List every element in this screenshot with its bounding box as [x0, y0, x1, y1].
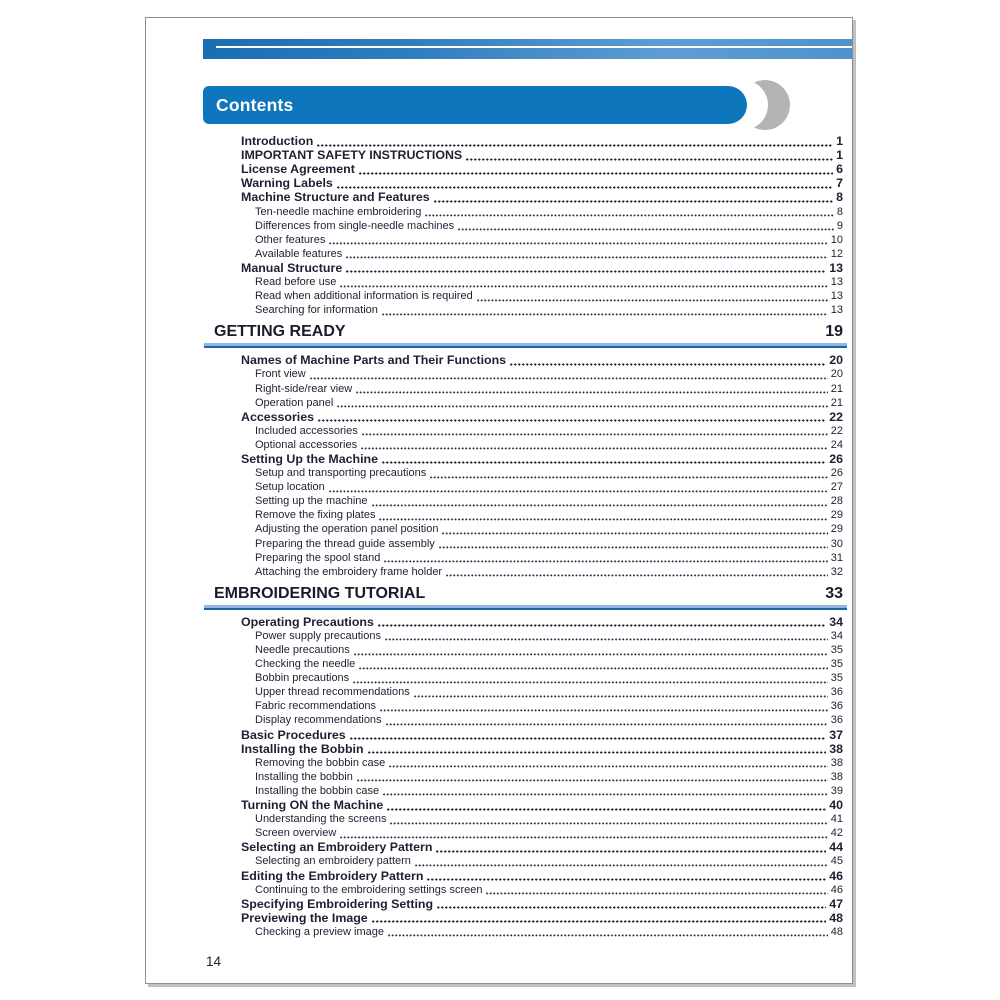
toc-entry-label: Accessories — [241, 409, 315, 424]
toc-entry-label: Included accessories — [255, 424, 358, 437]
toc-entry-page: 42 — [830, 827, 843, 840]
dot-leader — [382, 461, 826, 464]
toc-entry-page: 36 — [830, 700, 843, 713]
dot-leader — [434, 200, 833, 203]
toc-entry — [241, 685, 843, 699]
toc-entry-page: 44 — [829, 840, 843, 855]
toc-entry-label: Read when additional information is required — [255, 290, 473, 303]
toc-entry-page: 34 — [829, 614, 843, 629]
dot-leader — [442, 532, 827, 535]
toc-entry-page: 38 — [829, 741, 843, 756]
dot-leader — [356, 391, 828, 394]
section-divider-rule — [204, 343, 847, 348]
toc-entry-label: Right-side/rear view — [255, 382, 353, 395]
toc-entry-label: Needle precautions — [255, 644, 350, 656]
toc-entry-page: 20 — [829, 353, 843, 368]
toc-entry-label: IMPORTANT SAFETY INSTRUCTIONS — [241, 148, 463, 163]
toc-entry-page: 34 — [830, 629, 843, 642]
toc-entry-label: Installing the bobbin case — [255, 784, 380, 797]
dot-leader — [387, 808, 826, 811]
dot-leader — [425, 214, 834, 217]
toc-entry-label: Attaching the embroidery frame holder — [255, 565, 443, 578]
dot-leader — [362, 433, 828, 436]
dot-leader — [379, 518, 827, 521]
dot-leader — [446, 574, 828, 577]
dot-leader — [353, 681, 828, 684]
toc-entry-label: Names of Machine Parts and Their Functions — [241, 353, 507, 368]
toc-entry — [241, 134, 843, 148]
toc-entry-label: Editing the Embroidery Pattern — [241, 868, 424, 883]
dot-leader — [372, 920, 827, 923]
toc-entry-page: 26 — [830, 467, 843, 480]
toc-entry-label: Basic Procedures — [241, 727, 346, 742]
toc-entry — [241, 219, 843, 233]
toc-entry — [241, 536, 843, 550]
toc-entry-label: Setup and transporting precautions — [255, 467, 427, 480]
toc-entry-page: 35 — [830, 644, 843, 656]
toc-entry-label: Available features — [255, 247, 343, 260]
toc-entry-page: 40 — [829, 798, 843, 813]
toc-entry-page: 45 — [830, 855, 843, 868]
toc-entry — [241, 233, 843, 247]
toc-entry-label: Preparing the spool stand — [255, 551, 381, 564]
toc-entry — [241, 897, 843, 911]
toc-entry-page: 27 — [830, 481, 843, 494]
toc-entry-label: Screen overview — [255, 827, 337, 840]
page-top-accent-bar — [203, 39, 852, 59]
toc-entry — [241, 494, 843, 508]
dot-leader — [386, 723, 828, 726]
toc-entry-page: 30 — [830, 537, 843, 550]
toc-section-label: EMBROIDERING TUTORIAL — [214, 584, 426, 602]
toc-entry — [241, 176, 843, 190]
toc-entry-label: Operation panel — [255, 396, 334, 409]
dot-leader — [436, 850, 826, 853]
toc-entry — [241, 854, 843, 868]
toc-entry-page: 35 — [830, 672, 843, 685]
toc-entry — [241, 615, 843, 629]
toc-entry — [241, 410, 843, 424]
toc-entry-label: Operating Precautions — [241, 614, 374, 629]
toc-entry-page: 31 — [830, 551, 843, 564]
toc-entry-page: 38 — [830, 756, 843, 769]
toc-entry — [241, 480, 843, 494]
toc-entry-page: 6 — [836, 162, 843, 177]
toc-entry-label: Specifying Embroidering Setting — [241, 896, 434, 911]
toc-entry-label: Selecting an Embroidery Pattern — [241, 840, 433, 855]
toc-entry-label: Installing the Bobbin — [241, 741, 364, 756]
toc-entry-label: Continuing to the embroidering settings screen — [255, 883, 483, 896]
toc-entry-label: Differences from single-needle machines — [255, 219, 455, 232]
toc-entry — [241, 629, 843, 643]
toc-entry-label: Manual Structure — [241, 260, 343, 275]
toc-entry-page: 13 — [830, 304, 843, 317]
toc-entry-label: Warning Labels — [241, 176, 333, 191]
dot-leader — [359, 172, 833, 175]
contents-banner — [203, 86, 747, 124]
dot-leader — [337, 186, 833, 189]
toc-entry-label: Other features — [255, 233, 326, 246]
toc-entry — [241, 565, 843, 579]
toc-entry — [241, 756, 843, 770]
toc-entry-page: 8 — [836, 205, 843, 218]
toc-entry-page: 36 — [830, 714, 843, 727]
toc-entry-page: 32 — [830, 565, 843, 578]
toc-entry — [241, 367, 843, 381]
toc-entry — [241, 812, 843, 826]
toc-entry-page: 28 — [830, 495, 843, 508]
toc-entry — [241, 247, 843, 261]
toc-entry-page: 24 — [830, 438, 843, 451]
toc-entry-label: Checking a preview image — [255, 925, 385, 938]
dot-leader — [427, 878, 826, 881]
toc-list — [214, 134, 843, 939]
toc-entry — [241, 261, 843, 275]
toc-entry-page: 21 — [830, 396, 843, 409]
toc-entry-page: 39 — [830, 784, 843, 797]
dot-leader — [317, 144, 833, 147]
toc-entry-page: 9 — [836, 219, 843, 232]
toc-entry-page: 37 — [829, 727, 843, 742]
toc-entry — [241, 671, 843, 685]
toc-entry-label: Introduction — [241, 134, 314, 149]
dot-leader — [430, 476, 828, 479]
toc-entry-page: 13 — [829, 260, 843, 275]
dot-leader — [329, 242, 827, 245]
toc-entry — [241, 911, 843, 925]
toc-entry — [241, 353, 843, 367]
toc-entry — [241, 643, 843, 657]
toc-entry-label: Previewing the Image — [241, 910, 368, 925]
dot-leader — [337, 405, 827, 408]
toc-entry — [241, 396, 843, 410]
toc-entry — [241, 784, 843, 798]
toc-entry-page: 38 — [830, 770, 843, 783]
toc-entry — [241, 925, 843, 939]
toc-entry-label: Front view — [255, 368, 306, 381]
dot-leader — [382, 313, 828, 316]
toc-entry-label: Searching for information — [255, 304, 378, 317]
toc-entry-label: Display recommendations — [255, 714, 382, 727]
dot-leader — [372, 504, 828, 507]
toc-entry — [241, 713, 843, 727]
dot-leader — [388, 934, 828, 937]
toc-entry — [241, 466, 843, 480]
toc-entry-page: 35 — [830, 658, 843, 671]
top-bar-white-line — [216, 46, 852, 48]
dot-leader — [340, 285, 827, 288]
toc-entry — [241, 868, 843, 882]
toc-entry — [241, 840, 843, 854]
page-number: 14 — [206, 954, 222, 969]
dot-leader — [439, 546, 828, 549]
toc-entry — [241, 727, 843, 741]
toc-entry — [241, 826, 843, 840]
toc-entry-label: Understanding the screens — [255, 813, 387, 826]
toc-entry-label: Adjusting the operation panel position — [255, 523, 439, 536]
toc-entry-page: 26 — [829, 451, 843, 466]
toc-entry — [241, 699, 843, 713]
dot-leader — [414, 695, 828, 698]
toc-entry-label: Checking the needle — [255, 658, 356, 671]
toc-entry — [241, 883, 843, 897]
toc-entry-page: 12 — [830, 247, 843, 260]
toc-entry-page: 21 — [830, 382, 843, 395]
toc-entry — [241, 770, 843, 784]
dot-leader — [390, 822, 827, 825]
toc-entry-label: Machine Structure and Features — [241, 190, 430, 205]
toc-entry-page: 46 — [829, 868, 843, 883]
dot-leader — [384, 560, 827, 563]
manual-page — [145, 17, 853, 984]
toc-section-page: 19 — [825, 323, 843, 341]
toc-entry-label: Installing the bobbin — [255, 770, 353, 783]
dot-leader — [357, 779, 828, 782]
toc-entry — [241, 508, 843, 522]
toc-entry-label: Setting up the machine — [255, 495, 368, 508]
dot-leader — [466, 158, 833, 161]
dot-leader — [318, 419, 826, 422]
toc-entry — [241, 190, 843, 204]
toc-entry-label: License Agreement — [241, 162, 355, 177]
dot-leader — [350, 737, 827, 740]
toc-section-header — [214, 583, 843, 603]
toc-entry-page: 13 — [830, 290, 843, 303]
toc-entry-page: 29 — [830, 509, 843, 522]
toc-entry-label: Optional accessories — [255, 438, 358, 451]
section-divider-rule — [204, 605, 847, 610]
toc-entry-page: 36 — [830, 686, 843, 699]
toc-entry — [241, 148, 843, 162]
toc-entry-page: 20 — [830, 368, 843, 381]
toc-entry-label: Setup location — [255, 481, 325, 494]
toc-entry-label: Ten-needle machine embroidering — [255, 205, 422, 218]
toc-entry-page: 13 — [830, 276, 843, 289]
toc-entry — [241, 303, 843, 317]
toc-entry-page: 22 — [829, 409, 843, 424]
dot-leader — [359, 667, 827, 670]
toc-section-page: 33 — [825, 584, 843, 602]
toc-entry — [241, 438, 843, 452]
dot-leader — [486, 892, 827, 895]
toc-entry-label: Read before use — [255, 276, 337, 289]
toc-entry-page: 29 — [830, 523, 843, 536]
dot-leader — [437, 906, 826, 909]
toc-entry-page: 41 — [830, 813, 843, 826]
toc-entry-page: 48 — [829, 910, 843, 925]
toc-entry-page: 7 — [836, 176, 843, 191]
toc-entry-label: Upper thread recommendations — [255, 686, 410, 699]
toc-entry-label: Fabric recommendations — [255, 700, 377, 713]
dot-leader — [354, 653, 828, 656]
toc-entry — [241, 424, 843, 438]
toc-entry-label: Turning ON the Machine — [241, 798, 384, 813]
dot-leader — [346, 256, 828, 259]
toc-entry-label: Setting Up the Machine — [241, 451, 378, 466]
toc-entry — [241, 275, 843, 289]
toc-entry-label: Power supply precautions — [255, 629, 381, 642]
dot-leader — [361, 447, 828, 450]
toc-entry — [241, 289, 843, 303]
toc-entry-page: 1 — [836, 148, 843, 163]
toc-entry — [241, 204, 843, 218]
dot-leader — [368, 751, 827, 754]
dot-leader — [346, 270, 826, 273]
dot-leader — [340, 836, 827, 839]
toc-entry — [241, 551, 843, 565]
dot-leader — [389, 765, 828, 768]
page-title: Contents — [216, 95, 294, 115]
toc-entry — [241, 452, 843, 466]
toc-entry-label: Preparing the thread guide assembly — [255, 537, 435, 550]
dot-leader — [378, 624, 826, 627]
dot-leader — [415, 864, 828, 867]
toc-entry — [241, 162, 843, 176]
toc-entry-page: 8 — [836, 190, 843, 205]
dot-leader — [385, 638, 828, 641]
dot-leader — [380, 709, 828, 712]
toc-entry-label: Remove the fixing plates — [255, 509, 376, 522]
toc-section-label: GETTING READY — [214, 323, 346, 341]
toc-entry-page: 46 — [830, 883, 843, 896]
dot-leader — [329, 490, 828, 493]
dot-leader — [458, 228, 834, 231]
dot-leader — [383, 793, 828, 796]
dot-leader — [510, 363, 826, 366]
toc-entry — [241, 798, 843, 812]
toc-entry-page: 47 — [829, 896, 843, 911]
toc-entry — [241, 657, 843, 671]
toc-entry-label: Bobbin precautions — [255, 672, 350, 685]
toc-entry — [241, 522, 843, 536]
dot-leader — [477, 299, 828, 302]
toc-entry-page: 10 — [830, 233, 843, 246]
toc-entry-label: Selecting an embroidery pattern — [255, 855, 411, 868]
dot-leader — [310, 377, 828, 380]
toc-entry — [241, 381, 843, 395]
toc-entry-page: 1 — [836, 134, 843, 149]
toc-entry-page: 22 — [830, 424, 843, 437]
toc-entry-page: 48 — [830, 925, 843, 938]
toc-entry-label: Removing the bobbin case — [255, 756, 386, 769]
toc-section-header — [214, 321, 843, 341]
toc-entry — [241, 742, 843, 756]
